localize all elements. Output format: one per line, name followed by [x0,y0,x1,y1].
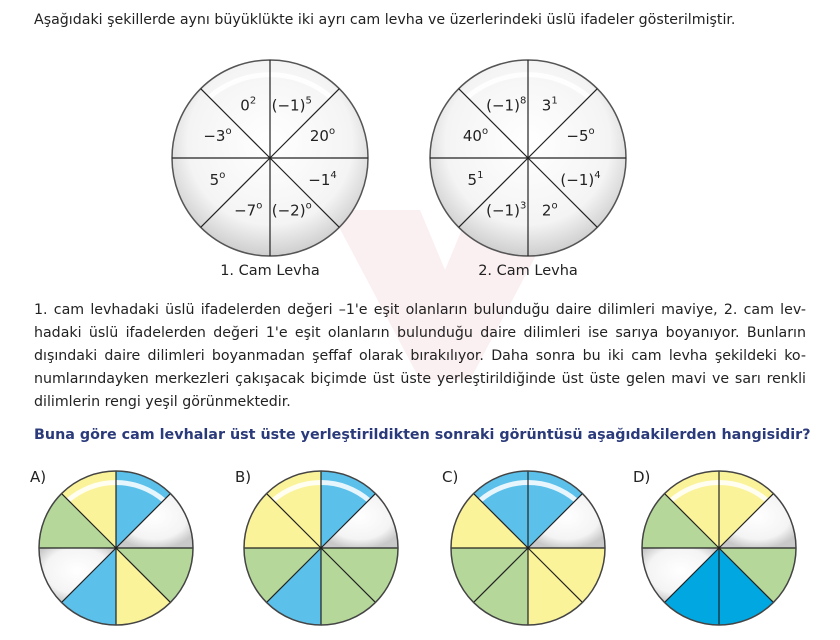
option-label: D) [633,468,651,486]
option-label: A) [30,468,47,486]
intro-text: Aşağıdaki şekillerde aynı büyüklükte iki ayrı cam levha ve üzerlerindeki üslü ifadeler gösterilmiştir. [34,12,736,28]
power-base: (−1) [560,170,595,189]
answer-option[interactable] [633,468,796,625]
power-base: 5 [467,170,478,189]
power-exponent: 8 [519,95,527,107]
paragraph-line: numlarındayken merkezleri çakışacak biçimde üst üste yerleştirildiğinde üst üste gelen mavi ve sarı renkli [34,371,806,387]
problem-paragraph [34,299,806,414]
power-exponent: 3 [519,200,527,212]
power-base: 20 [309,127,329,146]
glass-plate-1 [172,60,368,256]
power-base: −7 [234,201,257,220]
power-exponent: o [225,126,232,138]
power-exponent: o [481,126,489,138]
power-base: (−1) [271,96,306,115]
power-exponent: o [305,200,312,212]
power-base: −5 [566,127,589,146]
power-exponent: 4 [330,169,337,181]
power-base: −1 [308,170,331,189]
power-exponent: 5 [305,95,312,107]
power-base: (−1) [486,96,520,115]
power-exponent: 1 [477,169,484,181]
answer-option[interactable] [30,468,193,625]
paragraph-line: 1. cam levhadaki üslü ifadelerden değeri –1'e eşit olanların bulunduğu daire dilimleri maviye, 2. cam lev- [34,302,806,318]
answer-option[interactable] [442,468,605,625]
power-exponent: o [219,169,226,181]
option-label: C) [442,468,459,486]
paragraph-line: dışındaki daire dilimleri boyanmadan şeffaf olarak bırakılıyor. Daha sonra bu iki cam levha şekildeki ko- [34,348,806,364]
power-exponent: o [256,200,263,212]
power-base: 40 [462,127,482,146]
paragraph-line: hadaki üslü ifadelerden değeri 1'e eşit olanların bulunduğu daire dilimleri ise sarıya boyanıyor. Bunların [34,325,806,341]
power-base: −3 [203,127,226,146]
answer-options [30,468,796,625]
power-exponent: 4 [594,169,601,181]
power-base: (−1) [486,201,520,220]
power-exponent: o [551,200,558,212]
power-exponent: 2 [249,95,257,107]
option-label: B) [235,468,252,486]
power-exponent: o [588,126,595,138]
power-base: 2 [541,201,552,220]
paragraph-line: dilimlerin rengi yeşil görünmektedir. [34,394,291,410]
question-text: Buna göre cam levhalar üst üste yerleştirildikten sonraki görüntüsü aşağıdakilerden hangisidir? [34,427,811,443]
power-exponent: o [328,126,336,138]
power-exponent: 1 [551,95,558,107]
glass-plate-2 [430,60,626,256]
power-base: 0 [240,96,250,115]
power-base: 5 [209,170,220,189]
answer-option[interactable] [235,468,398,625]
power-base: (−2) [271,201,306,220]
power-base: 3 [541,96,552,115]
plate-2-caption: 2. Cam Levha [478,263,578,279]
plate-1-caption: 1. Cam Levha [220,263,320,279]
